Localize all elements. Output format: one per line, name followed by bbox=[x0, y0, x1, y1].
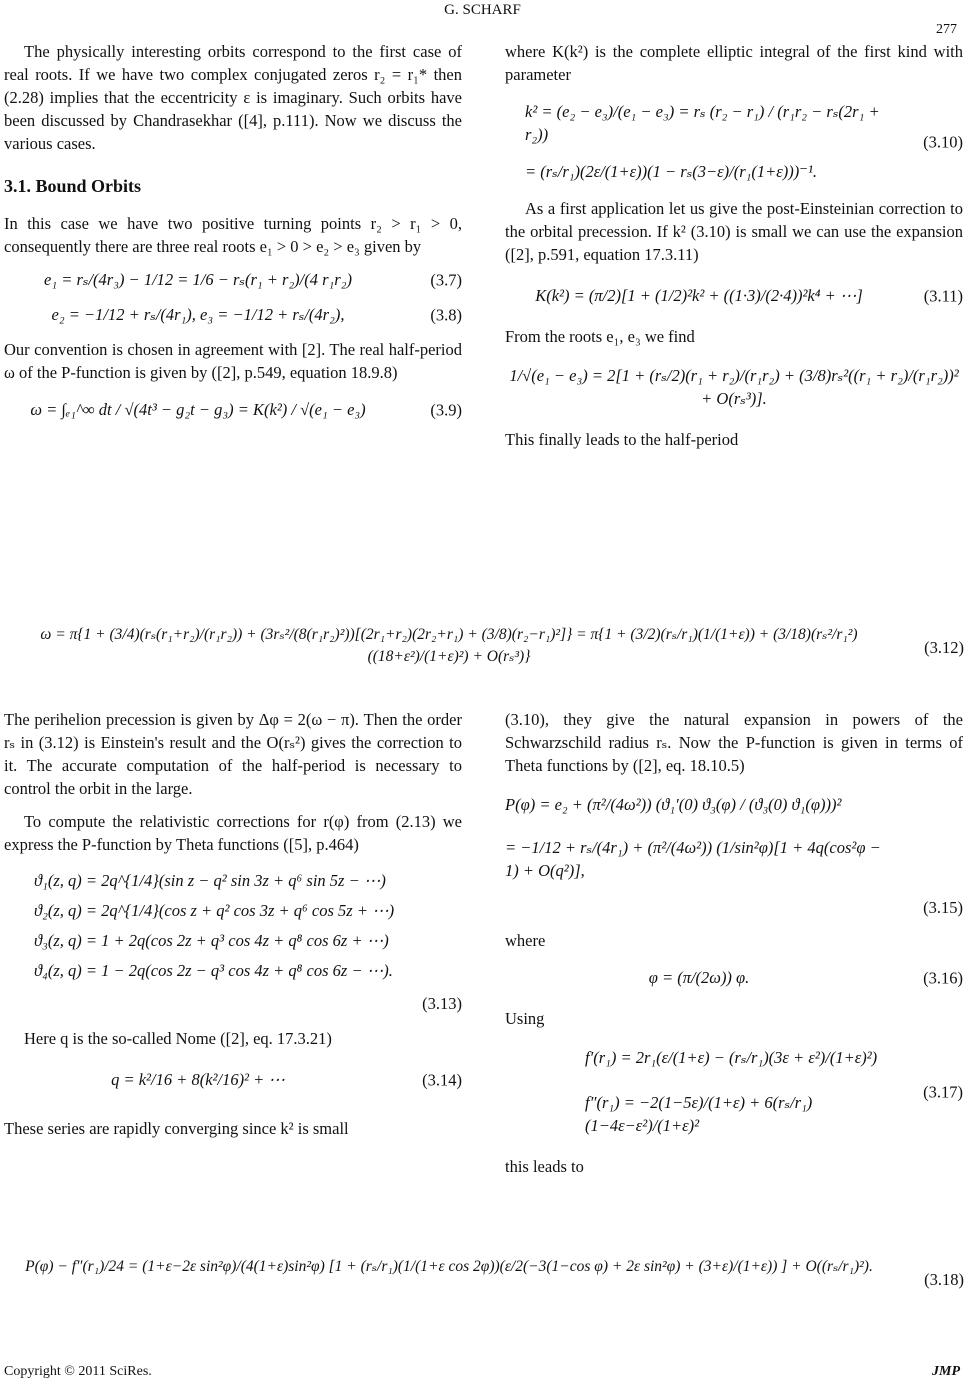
equation-body: 1/√(e₁ − e₃) = 2[1 + (rₛ/2)(r₁ + r₂)/(r₁r₂) + (3/8)rₛ²((r₁ + r₂)/(r₁r₂))² + O(rₛ³)]. bbox=[509, 366, 959, 408]
equation-number: (3.8) bbox=[430, 305, 462, 324]
equation-number: (3.17) bbox=[923, 1082, 963, 1101]
equation-3-18 bbox=[4, 1248, 964, 1312]
page-header bbox=[0, 2, 965, 37]
theta-1: ϑ₁(z, q) = 2q^{1/4}(sin z − q² sin 3z + q⁶ sin 5z − ⋯) bbox=[34, 871, 386, 890]
equation-body-line-1: f′(r₁) = 2r₁(ε/(1+ε) − (rₛ/r₁)(3ε + ε²)/(1+ε)²) bbox=[585, 1048, 878, 1067]
paragraph: The physically interesting orbits correspond to the first case of real roots. If we have two complex conjugated zeros r₂ = r₁* then (2.28) implies that the eccentricity ε is imaginary. Such orbits have been discussed by Chandrasekhar ([4], p.111). Now we discuss the various cases. bbox=[4, 42, 462, 153]
paragraph: The perihelion precession is given by Δφ = 2(ω − π). Then the order rₛ in (3.12) is Einstein's result and the O(rₛ²) gives the correction to it. The accurate computation of the half-period is necessary to control the orbit in the large. bbox=[4, 710, 462, 798]
right-column-lower bbox=[505, 708, 963, 1188]
equation-number: (3.14) bbox=[422, 1070, 462, 1089]
copyright-notice: Copyright © 2011 SciRes. bbox=[4, 1364, 152, 1379]
running-title: G. SCHARF bbox=[444, 2, 521, 18]
equation-3-17 bbox=[505, 1046, 963, 1137]
equation-body: q = k²/16 + 8(k²/16)² + ⋯ bbox=[111, 1070, 285, 1089]
equation-number: (3.10) bbox=[923, 132, 963, 151]
equation-3-9 bbox=[4, 398, 462, 421]
equation-body-line-2: = −1/12 + rₛ/(4r₁) + (π²/(4ω²)) (1/sin²φ)[1 + 4q(cos²φ − 1) + O(q²)], bbox=[505, 838, 881, 880]
equation-body: e₂ = −1/12 + rₛ/(4r₁), e₃ = −1/12 + rₛ/(4r₂), bbox=[51, 305, 345, 324]
equation-3-13 bbox=[4, 866, 462, 986]
paragraph: where K(k²) is the complete elliptic integral of the first kind with parameter bbox=[505, 42, 963, 84]
equation-body: K(k²) = (π/2)[1 + (1/2)²k² + ((1·3)/(2·4))²k⁴ + ⋯] bbox=[535, 286, 863, 305]
paragraph: As a first application let us give the post-Einsteinian correction to the orbital precession. If k² (3.10) is small we can use the expansion ([2], p.591, equation 17.3.11) bbox=[505, 199, 963, 264]
theta-2: ϑ₂(z, q) = 2q^{1/4}(cos z + q² cos 3z + q⁶ cos 5z + ⋯) bbox=[34, 901, 395, 920]
equation-3-15 bbox=[505, 793, 963, 882]
equation-number: (3.13) bbox=[422, 994, 462, 1013]
paragraph: Using bbox=[505, 1009, 545, 1028]
equation-body-line-1: P(φ) = e₂ + (π²/(4ω²)) (ϑ₁′(0) ϑ₃(φ) / (ϑ₃(0) ϑ₁(φ)))² bbox=[505, 795, 842, 814]
right-column bbox=[505, 40, 963, 461]
paragraph: These series are rapidly converging since k² is small bbox=[4, 1119, 349, 1138]
section-heading: 3.1. Bound Orbits bbox=[4, 176, 142, 196]
equation-number: (3.12) bbox=[924, 638, 964, 657]
equation-3-7 bbox=[4, 268, 462, 291]
equation-3-12 bbox=[4, 618, 964, 678]
paragraph: This finally leads to the half-period bbox=[505, 430, 739, 449]
equation-number: (3.16) bbox=[923, 968, 963, 987]
paragraph: From the roots e₁, e₃ we find bbox=[505, 327, 695, 346]
equation-number: (3.9) bbox=[430, 400, 462, 419]
paragraph: (3.10), they give the natural expansion in powers of the Schwarzschild radius rₛ. Now the P-function is given in terms of Theta functions by ([2], eq. 18.10.5) bbox=[505, 710, 963, 775]
equation-roots bbox=[505, 364, 963, 410]
equation-body: ω = π{1 + (3/4)(rₛ(r₁+r₂)/(r₁r₂)) + (3rₛ²/(8(r₁r₂)²))[(2r₁+r₂)(2r₂+r₁) + (3/8)(r₂−r₁)²]} = π{1 + (3/2)(rₛ/r₁)(1/(1+ε)) + (3/18)(rₛ²/r₁²)((18+ε²)/(1+ε)²) + O(rₛ³)} bbox=[40, 626, 858, 665]
equation-body: φ = (π/(2ω)) φ. bbox=[648, 968, 750, 987]
theta-3: ϑ₃(z, q) = 1 + 2q(cos 2z + q³ cos 4z + q⁸ cos 6z + ⋯) bbox=[34, 931, 389, 950]
equation-body-line-2: = (rₛ/r₁)(2ε/(1+ε))(1 − rₛ(3−ε)/(r₁(1+ε)))⁻¹. bbox=[525, 162, 818, 181]
paragraph: Our convention is chosen in agreement with [2]. The real half-period ω of the P-function is given by ([2], p.549, equation 18.9.8) bbox=[4, 340, 462, 382]
paragraph: where bbox=[505, 931, 546, 950]
equation-3-14 bbox=[4, 1068, 462, 1091]
paragraph: To compute the relativistic corrections for r(φ) from (2.13) we express the P-function by Theta functions ([5], p.464) bbox=[4, 812, 462, 854]
page-footer bbox=[4, 1364, 960, 1380]
equation-body: ω = ∫ₑ₁^∞ dt / √(4t³ − g₂t − g₃) = K(k²) / √(e₁ − e₃) bbox=[30, 400, 366, 419]
equation-body: P(φ) − f″(r₁)/24 = (1+ε−2ε sin²φ)/(4(1+ε)sin²φ) [1 + (rₛ/r₁)(1/(1+ε cos 2φ))(ε/2(−3(1−cos φ) + 2ε sin²φ) + (3+ε)/(1+ε)) ] + O((rₛ/r₁)²). bbox=[25, 1258, 873, 1275]
paragraph: this leads to bbox=[505, 1157, 584, 1176]
equation-3-11 bbox=[505, 284, 963, 307]
equation-body-line-2: f″(r₁) = −2(1−5ε)/(1+ε) + 6(rₛ/r₁)(1−4ε−ε²)/(1+ε)² bbox=[585, 1093, 813, 1135]
left-column bbox=[4, 40, 462, 461]
equation-body-line-1: k² = (e₂ − e₃)/(e₁ − e₃) = rₛ (r₂ − r₁) / (r₁r₂ − rₛ(2r₁ + r₂)) bbox=[525, 102, 880, 144]
page-number: 277 bbox=[936, 22, 957, 37]
theta-4: ϑ₄(z, q) = 1 − 2q(cos 2z − q³ cos 4z + q⁸ cos 6z − ⋯). bbox=[34, 961, 393, 980]
journal-name: JMP bbox=[932, 1364, 960, 1379]
equation-3-10 bbox=[505, 100, 963, 183]
equation-number: (3.18) bbox=[924, 1270, 964, 1289]
equation-body: e₁ = rₛ/(4r₃) − 1/12 = 1/6 − rₛ(r₁ + r₂)/(4 r₁r₂) bbox=[44, 270, 352, 289]
left-column-lower bbox=[4, 708, 462, 1150]
paragraph: In this case we have two positive turning points r₂ > r₁ > 0, consequently there are three real roots e₁ > 0 > e₂ > e₃ given by bbox=[4, 214, 462, 256]
equation-3-16 bbox=[505, 966, 963, 989]
equation-number: (3.15) bbox=[923, 898, 963, 917]
equation-3-8 bbox=[4, 303, 462, 326]
equation-number: (3.11) bbox=[923, 286, 963, 305]
paragraph: Here q is the so-called Nome ([2], eq. 17.3.21) bbox=[24, 1029, 332, 1048]
equation-number: (3.7) bbox=[430, 270, 462, 289]
